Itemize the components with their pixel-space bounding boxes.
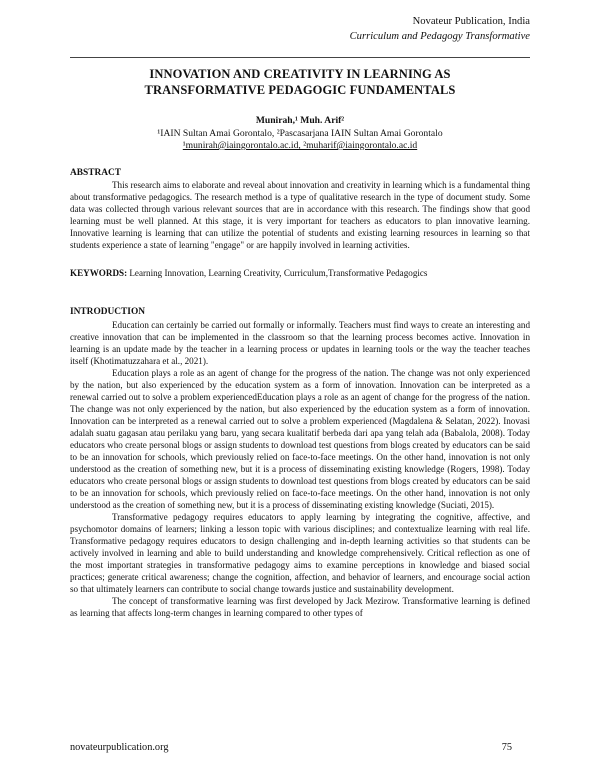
title-line-2: TRANSFORMATIVE PEDAGOGIC FUNDAMENTALS	[144, 83, 456, 97]
paper-title	[70, 66, 530, 98]
running-head	[350, 14, 530, 44]
abstract-heading: ABSTRACT	[70, 168, 122, 178]
book-title: Curriculum and Pedagogy Transformative	[349, 31, 530, 42]
abstract-text: This research aims to elaborate and reveal about innovation and creativity in learning which is a fundamental thing about transformative pedagogics. The research method is a type of qualitative research in the type of document study. Some data was collected through various relevant sources that are in accordance with this research. The findings show that good learning must be well planned. At this stage, it is very important for teachers as educators to plan innovative learning. Innovative learning is learning that can utilize the potential of students and existing learning resources in learning so that students experience a state of learning "engage" or are happily involved in learning activities.	[70, 180, 530, 250]
emails-text: ¹munirah@iaingorontalo.ac.id, ²muharif@iaingorontalo.ac.id	[182, 140, 418, 151]
publisher-name: Novateur Publication, India	[412, 16, 530, 27]
intro-paragraph-1: Education can certainly be carried out formally or informally. Teachers must find ways to create an interesting and creative innovation that can be implemented in the classroom so that the learning process becomes active. Innovation in learning is an update made by the teacher in a learning process or updates in learning tools or the way the teacher teaches itself (Khotimatuzzahara et al., 2021).	[70, 320, 530, 366]
author-names: Munirah,¹ Muh. Arif²	[255, 115, 345, 126]
keywords-line	[70, 267, 530, 279]
introduction-heading: INTRODUCTION	[70, 307, 146, 317]
keywords-section	[70, 267, 530, 279]
author-emails	[70, 140, 530, 153]
title-line-1: INNOVATION AND CREATIVITY IN LEARNING AS	[149, 67, 451, 81]
footer-website[interactable]: novateurpublication.org	[70, 742, 169, 753]
keywords-text: Learning Innovation, Learning Creativity, Curriculum,Transformative Pedagogics	[129, 268, 428, 278]
intro-paragraph-2: Education plays a role as an agent of change for the progress of the nation. The change was not only experienced by the nation, but also experienced by the education system as a form of innovation. Innovation can be interpreted as a renewal carried out to solve a problem experiencedEducation plays a role as an agent of change for the progress of the nation. The change was not only experienced by the nation, but also experienced by the education system as a form of innovation. Innovation can be interpreted as a renewal carried out to solve a problem experienced (Magdalena & Selatan, 2022). Inovasi adalah suatu gagasan atau perilaku yang baru, yang secara kualitatif berbeda dari apa yang telah ada (Babalola, 2008). Today educators who create personal blogs or assign students to download test questions from blogs created by educators can be said to be an innovation for schools, which previously relied on face-to-face meetings. On the other hand, innovation is not only understood as the creation of something new, but it is a process of disseminating existing knowledge (Rogers, 1998). Today educators who create personal blogs or assign students to download test questions from blogs created by educators can be said to be an innovation for schools, which previously relied on face-to-face meetings. On the other hand, innovation is not only understood as the creation of something new, but it is a process of disseminating existing knowledge (Suciati, 2015).	[70, 368, 530, 510]
author-block	[70, 115, 530, 153]
intro-paragraph-3: Transformative pedagogy requires educators to apply learning by integrating the cognitive, affective, and psychomotor domains of learners; linking a lesson topic with various disciplines; and contextualize learning with real life. Transformative pedagogy requires educators to design challenging and in-depth learning activities so that students can be actively involved in learning and able to build understanding and knowledge comprehensively. Critical reflection as one of the most important strategies in transformative pedagogy aims to examine perceptions in knowledge and biased social practices; generate critical awareness; change the cognition, affection, and behavior of learners, and encourage social action so that ultimately learners can contribute to social change towards justice and sustainability development.	[70, 512, 530, 594]
header-rule	[70, 57, 530, 58]
page-number: 75	[501, 742, 512, 753]
keywords-label: KEYWORDS:	[70, 268, 128, 278]
author-affiliations: ¹IAIN Sultan Amai Gorontalo, ²Pascasarjana IAIN Sultan Amai Gorontalo	[157, 127, 443, 139]
intro-paragraph-4: The concept of transformative learning was first developed by Jack Mezirow. Transformative learning is defined as learning that affects long-term changes in learning compared to other types of	[70, 596, 530, 618]
abstract-section	[70, 167, 530, 251]
introduction-body	[70, 319, 530, 619]
